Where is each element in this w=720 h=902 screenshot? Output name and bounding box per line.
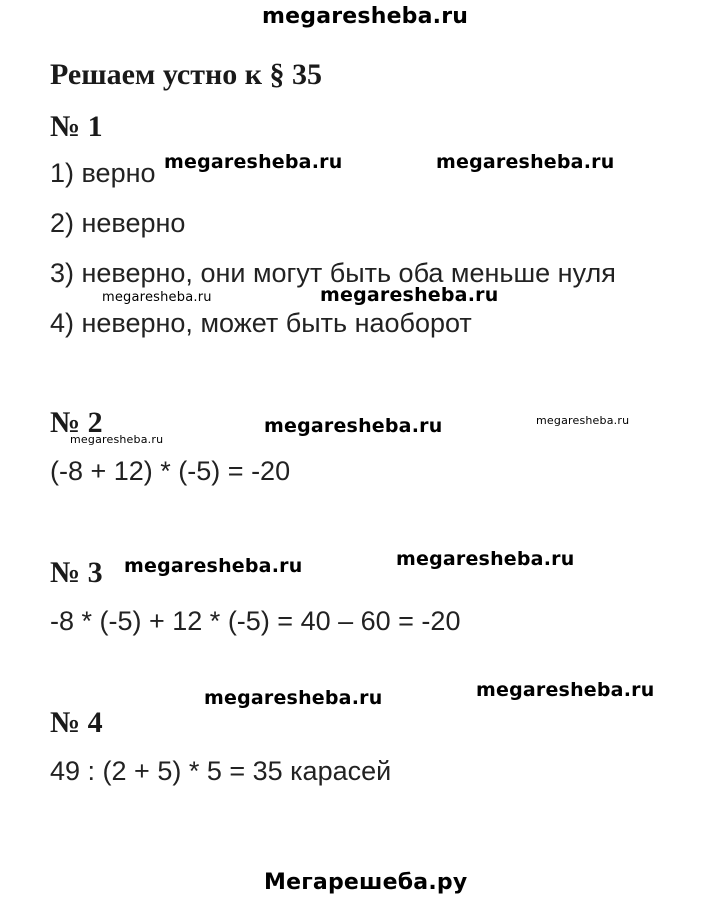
watermark-header: megaresheba.ru [262, 4, 469, 29]
watermark: megaresheba.ru [264, 415, 443, 437]
watermark: megaresheba.ru [124, 555, 303, 577]
task-1-answer-3: 3) неверно, они могут быть оба меньше нуля [50, 258, 616, 288]
task-number-4: № 4 [50, 706, 103, 739]
task-1-answer-1: 1) верно [50, 158, 156, 188]
watermark: megaresheba.ru [536, 414, 630, 427]
task-4-answer: 49 : (2 + 5) * 5 = 35 карасей [50, 756, 392, 786]
watermark: megaresheba.ru [70, 433, 164, 446]
task-1-answer-2: 2) неверно [50, 208, 186, 238]
task-2-answer: (-8 + 12) * (-5) = -20 [50, 456, 291, 486]
watermark: megaresheba.ru [396, 548, 575, 570]
watermark: megaresheba.ru [436, 151, 615, 173]
watermark-footer: Мегарешеба.ру [264, 870, 468, 895]
watermark: megaresheba.ru [204, 687, 383, 709]
task-number-1: № 1 [50, 110, 103, 143]
watermark: megaresheba.ru [476, 679, 655, 701]
watermark: megaresheba.ru [164, 151, 343, 173]
watermark: megaresheba.ru [320, 284, 499, 306]
watermark: megaresheba.ru [102, 290, 212, 305]
task-number-3: № 3 [50, 556, 103, 589]
task-number-2: № 2 [50, 406, 103, 439]
page-title: Решаем устно к § 35 [50, 58, 323, 91]
task-1-answer-4: 4) неверно, может быть наоборот [50, 308, 472, 338]
task-3-answer: -8 * (-5) + 12 * (-5) = 40 – 60 = -20 [50, 606, 461, 636]
